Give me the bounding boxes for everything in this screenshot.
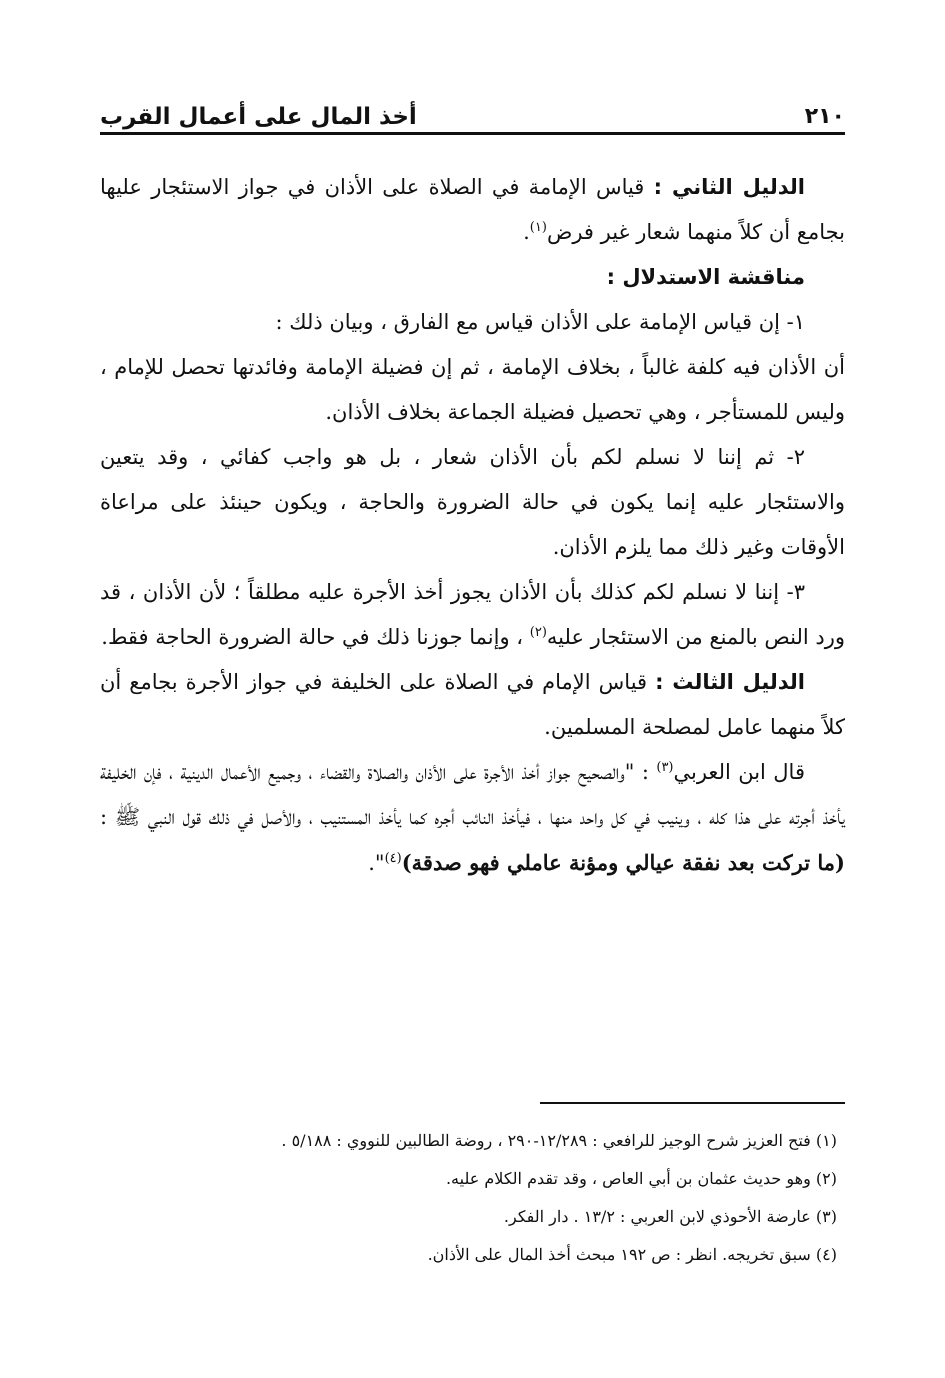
quote-text: : "والصحيح جواز أخذ الأجرة على الأذان والصلاة والقضاء ، وجميع الأعمال الدينية ، فإن الخليفة يأخذ أجرته على هذا كله ، وينيب في كل واحد منها ، فيأخذ النائب أجره كما يأخذ المستنيب ، والأصل في ذلك قول النبي ﷺ : xyxy=(100,760,845,829)
section-heading: مناقشة الاستدلال : xyxy=(606,265,805,289)
footnote-ref-3: (٣) xyxy=(656,760,674,775)
footnote-ref-2: (٢) xyxy=(529,625,547,640)
paragraph-third-evidence xyxy=(100,660,845,750)
footnote-1: (١) فتح العزيز شرح الوجيز للرافعي : ١٢/٢٨٩-٢٩٠ ، روضة الطالبين للنووي : ٥/١٨٨ . xyxy=(281,1131,837,1150)
point-3-text-a: ٣- إننا لا نسلم لكم كذلك بأن الأذان يجوز أخذ الأجرة عليه مطلقاً ؛ لأن الأذان ، قد ورد النص بالمنع من الاستئجار عليه xyxy=(100,580,845,649)
point-3-text-b: ، وإنما جوزنا ذلك في حالة الضرورة الحاجة فقط. xyxy=(101,625,530,649)
quote-intro: قال ابن العربي xyxy=(673,760,805,784)
page-number: ٢١٠ xyxy=(804,104,845,129)
third-evidence-label: الدليل الثالث : xyxy=(655,670,805,694)
footnotes xyxy=(100,1122,845,1274)
third-evidence-text: قياس الإمام في الصلاة على الخليفة في جواز الأجرة بجامع أن كلاً منهما عامل لمصلحة المسلمين. xyxy=(100,670,845,739)
quote-end: ". xyxy=(368,851,385,875)
paragraph-ibn-arabi-quote xyxy=(100,750,845,886)
second-evidence-label: الدليل الثاني : xyxy=(653,175,805,199)
footnote-ref-4: (٤) xyxy=(384,851,402,866)
body-text xyxy=(100,165,845,886)
footnote-4: (٤) سبق تخريجه. انظر : ص ١٩٢ مبحث أخذ المال على الأذان. xyxy=(427,1245,837,1264)
paragraph-second-evidence xyxy=(100,165,845,255)
paragraph-point-2: ٢- ثم إننا لا نسلم لكم بأن الأذان شعار ، بل هو واجب كفائي ، وقد يتعين والاستئجار عليه إنما يكون في حالة الضرورة والحاجة ، ويكون حينئذ على مراعاة الأوقات وغير ذلك مما يلزم الأذان. xyxy=(100,445,845,559)
hadith-quote: (ما تركت بعد نفقة عيالي ومؤنة عاملي فهو صدقة) xyxy=(401,850,845,875)
second-evidence-text: قياس الإمامة في الصلاة على الأذان في جواز الاستئجار عليها بجامع أن كلاً منهما شعار غير فرض xyxy=(100,175,845,244)
header-rule xyxy=(100,132,845,135)
footnote-2: (٢) وهو حديث عثمان بن أبي العاص ، وقد تقدم الكلام عليه. xyxy=(445,1169,837,1188)
footnote-ref-1: (١) xyxy=(529,220,547,235)
footnote-separator xyxy=(540,1102,845,1104)
running-title: أخذ المال على أعمال القرب xyxy=(100,104,417,130)
paragraph-point-3 xyxy=(100,570,845,660)
paragraph-point-1: ١- إن قياس الإمامة على الأذان قياس مع الفارق ، وبيان ذلك : xyxy=(275,310,805,334)
running-header xyxy=(100,92,845,132)
paragraph-point-1-detail: أن الأذان فيه كلفة غالباً ، بخلاف الإمامة ، ثم إن فضيلة الإمامة وفائدتها تحصل للإمام ، وليس للمستأجر ، وهي تحصيل فضيلة الجماعة بخلاف الأذان. xyxy=(100,355,845,424)
footnote-3: (٣) عارضة الأحوذي لابن العربي : ١٣/٢ . دار الفكر. xyxy=(503,1207,837,1226)
punctuation: . xyxy=(523,220,530,244)
